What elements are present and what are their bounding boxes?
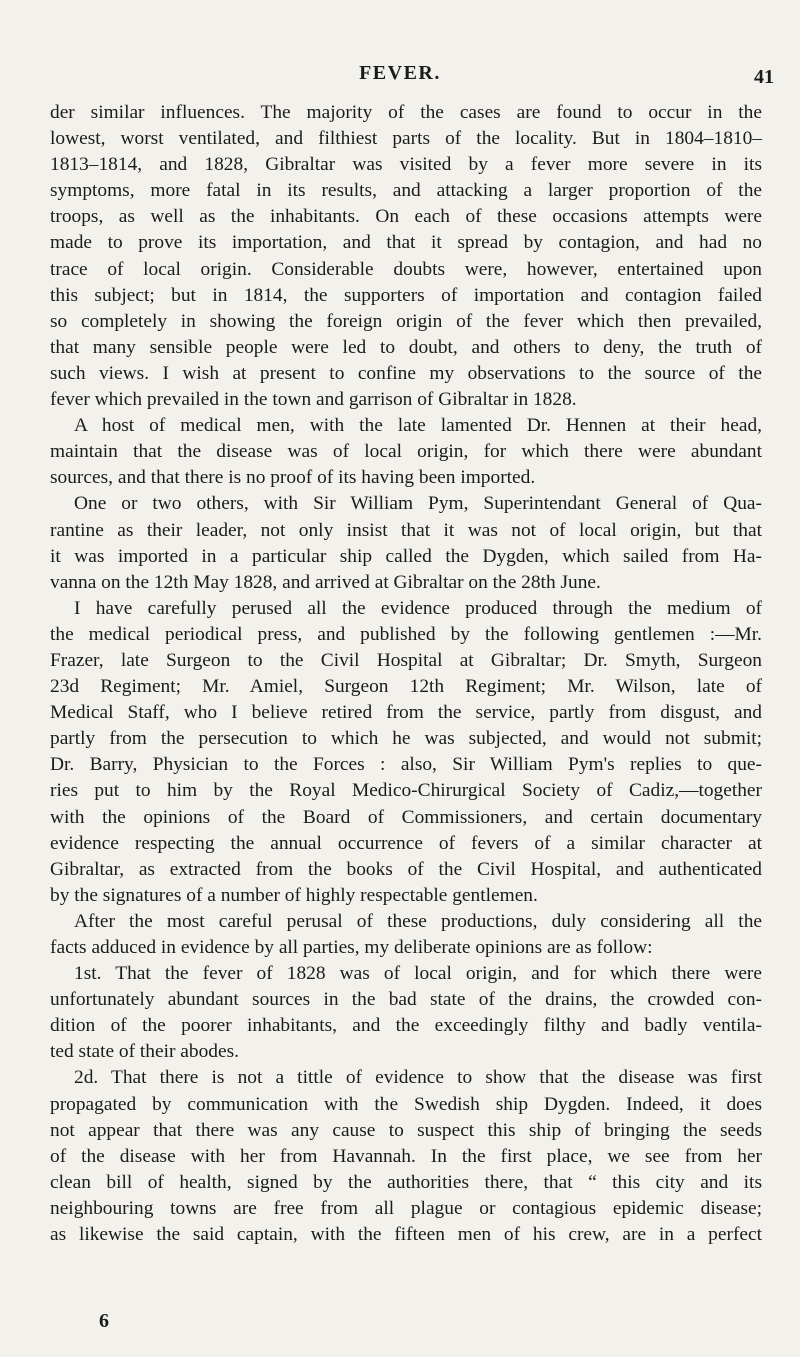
page-number: 41 xyxy=(754,66,774,88)
text-line: such views. I wish at present to confine my observations to the source of the xyxy=(50,362,762,384)
text-line: so completely in showing the foreign origin of the fever which then prevailed, xyxy=(50,310,762,332)
text-line: propagated by communication with the Swedish ship Dygden. Indeed, it does xyxy=(50,1093,762,1115)
text-line: der similar influences. The majority of the cases are found to occur in the xyxy=(50,102,762,123)
text-line: it was imported in a particular ship called the Dygden, which sailed from Ha- xyxy=(50,545,762,567)
text-line: lowest, worst ventilated, and filthiest parts of the locality. But in 1804–1810– xyxy=(50,128,762,150)
text-line: One or two others, with Sir William Pym, Superintendant General of Qua- xyxy=(74,493,762,515)
text-line: fever which prevailed in the town and garrison of Gibraltar in 1828. xyxy=(50,389,577,411)
text-line: of the disease with her from Havannah. In the first place, we see from her xyxy=(50,1145,762,1167)
text-line: not appear that there was any cause to suspect this ship of bringing the seeds xyxy=(50,1119,762,1141)
text-line: by the signatures of a number of highly respectable gentlemen. xyxy=(50,884,538,906)
text-line: sources, and that there is no proof of its having been imported. xyxy=(50,467,536,489)
body-text xyxy=(50,100,762,1248)
text-line: Dr. Barry, Physician to the Forces : also, Sir William Pym's replies to que- xyxy=(50,754,762,776)
running-head xyxy=(0,62,800,92)
text-line: maintain that the disease was of local origin, for which there were abundant xyxy=(50,441,762,463)
running-title: FEVER. xyxy=(359,62,441,84)
text-line: as likewise the said captain, with the fifteen men of his crew, are in a perfect xyxy=(50,1224,762,1246)
text-line: unfortunately abundant sources in the bad state of the drains, the crowded con- xyxy=(50,989,762,1011)
text-line: A host of medical men, with the late lamented Dr. Hennen at their head, xyxy=(74,415,762,437)
text-line: the medical periodical press, and published by the following gentlemen :—Mr. xyxy=(50,623,762,645)
text-line: that many sensible people were led to doubt, and others to deny, the truth of xyxy=(50,336,762,358)
text-line: Frazer, late Surgeon to the Civil Hospital at Gibraltar; Dr. Smyth, Surgeon xyxy=(50,649,762,671)
text-line: 23d Regiment; Mr. Amiel, Surgeon 12th Regiment; Mr. Wilson, late of xyxy=(50,676,762,698)
text-line: symptoms, more fatal in its results, and attacking a larger proportion of the xyxy=(50,180,762,202)
text-line: clean bill of health, signed by the authorities there, that “ this city and its xyxy=(50,1171,762,1193)
text-line: troops, as well as the inhabitants. On each of these occasions attempts were xyxy=(50,206,762,228)
text-line: I have carefully perused all the evidence produced through the medium of xyxy=(74,597,762,619)
text-line: 1st. That the fever of 1828 was of local origin, and for which there were xyxy=(74,963,762,985)
text-line: ted state of their abodes. xyxy=(50,1041,239,1063)
text-line: with the opinions of the Board of Commissioners, and certain documentary xyxy=(50,806,762,828)
signature-mark: 6 xyxy=(99,1310,109,1332)
text-line: partly from the persecution to which he was subjected, and would not submit; xyxy=(50,728,762,750)
text-line: rantine as their leader, not only insist that it was not of local origin, but that xyxy=(50,519,762,541)
text-line: this subject; but in 1814, the supporters of importation and contagion failed xyxy=(50,284,762,306)
text-line: neighbouring towns are free from all plague or contagious epidemic disease; xyxy=(50,1197,762,1219)
text-line: evidence respecting the annual occurrence of fevers of a similar character at xyxy=(50,832,762,854)
text-line: 2d. That there is not a tittle of evidence to show that the disease was first xyxy=(74,1067,762,1089)
text-line: trace of local origin. Considerable doubts were, however, entertained upon xyxy=(50,258,762,280)
text-line: After the most careful perusal of these productions, duly considering all the xyxy=(74,910,762,932)
text-line: Gibraltar, as extracted from the books of the Civil Hospital, and authenticated xyxy=(50,858,762,880)
text-line: made to prove its importation, and that it spread by contagion, and had no xyxy=(50,232,762,254)
text-line: vanna on the 12th May 1828, and arrived at Gibraltar on the 28th June. xyxy=(50,571,601,593)
text-line: ries put to him by the Royal Medico-Chirurgical Society of Cadiz,—together xyxy=(50,780,762,802)
text-line: Medical Staff, who I believe retired from the service, partly from disgust, and xyxy=(50,702,762,724)
text-line: 1813–1814, and 1828, Gibraltar was visited by a fever more severe in its xyxy=(50,154,762,176)
text-line: facts adduced in evidence by all parties, my deliberate opinions are as follow: xyxy=(50,937,653,958)
text-line: dition of the poorer inhabitants, and the exceedingly filthy and badly ventila- xyxy=(50,1015,762,1037)
